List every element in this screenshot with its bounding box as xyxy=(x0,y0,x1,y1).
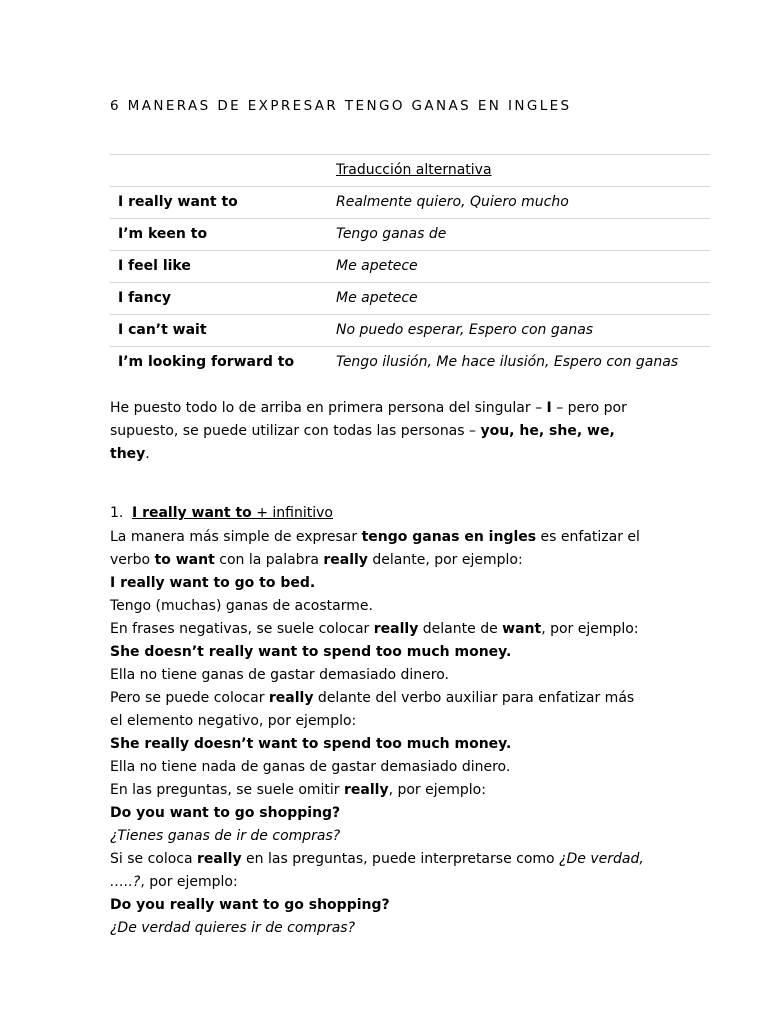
body-line xyxy=(110,871,670,894)
text-run: con la palabra xyxy=(214,552,324,568)
italic-run: …..? xyxy=(110,874,141,890)
bold-run: really xyxy=(373,621,419,637)
example-spanish: Ella no tiene nada de ganas de gastar demasiado dinero. xyxy=(110,759,511,775)
section-heading-rest: + infinitivo xyxy=(251,505,333,521)
table-row xyxy=(110,187,710,219)
text-run: , por ejemplo: xyxy=(388,782,486,798)
table-row xyxy=(110,251,710,283)
text-run: delante, por ejemplo: xyxy=(367,552,523,568)
phrases-table xyxy=(110,154,710,395)
example-spanish: ¿Tienes ganas de ir de compras? xyxy=(110,828,341,844)
text-run: , por ejemplo: xyxy=(541,621,639,637)
intro-bold-pronouns: they xyxy=(110,446,146,462)
text-run: Pero se puede colocar xyxy=(110,690,269,706)
table-row xyxy=(110,283,710,315)
bold-run: to want xyxy=(154,552,215,568)
example-english: She really doesn’t want to spend too much money. xyxy=(110,736,512,752)
intro-bold-pronouns: you, he, she, we, xyxy=(480,423,615,439)
english-phrase: I’m keen to xyxy=(110,219,323,251)
intro-text: supuesto, se puede utilizar con todas las personas – xyxy=(110,423,481,439)
example-english: Do you want to go shopping? xyxy=(110,805,341,821)
english-phrase: I feel like xyxy=(110,251,323,283)
document-title: 6 MANERAS DE EXPRESAR TENGO GANAS EN INGLES xyxy=(110,98,572,114)
section-body xyxy=(110,526,670,940)
body-line xyxy=(110,779,670,802)
table-header-cell-empty xyxy=(110,155,323,187)
bold-run: tengo ganas en ingles xyxy=(361,529,537,545)
text-run: En frases negativas, se suele colocar xyxy=(110,621,374,637)
bold-run: really xyxy=(344,782,389,798)
text-run: delante del verbo auxiliar para enfatizar más xyxy=(313,690,635,706)
spanish-translation: No puedo esperar, Espero con ganas xyxy=(323,315,710,347)
text-run: verbo xyxy=(110,552,155,568)
bold-run: really xyxy=(323,552,368,568)
table-header-row xyxy=(110,155,710,187)
body-line xyxy=(110,848,670,871)
body-line: el elemento negativo, por ejemplo: xyxy=(110,713,357,729)
intro-text: . xyxy=(145,446,150,462)
example-spanish: Ella no tiene ganas de gastar demasiado dinero. xyxy=(110,667,449,683)
intro-text: – pero por xyxy=(551,400,627,416)
text-run: En las preguntas, se suele omitir xyxy=(110,782,344,798)
intro-bold-pronoun: I xyxy=(546,400,552,416)
body-line xyxy=(110,526,670,549)
bold-run: want xyxy=(502,621,542,637)
spanish-translation: Tengo ganas de xyxy=(323,219,710,251)
bold-run: really xyxy=(268,690,314,706)
text-run: La manera más simple de expresar xyxy=(110,529,362,545)
intro-text: He puesto todo lo de arriba en primera persona del singular – xyxy=(110,400,547,416)
table-row xyxy=(110,315,710,347)
example-spanish: ¿De verdad quieres ir de compras? xyxy=(110,920,355,936)
example-english: Do you really want to go shopping? xyxy=(110,897,390,913)
example-english: I really want to go to bed. xyxy=(110,575,316,591)
table-row xyxy=(110,347,710,396)
table-row xyxy=(110,219,710,251)
english-phrase: I can’t wait xyxy=(110,315,323,347)
section-number: 1. xyxy=(110,505,124,521)
table-header-translation: Traducción alternativa xyxy=(323,155,710,187)
example-spanish: Tengo (muchas) ganas de acostarme. xyxy=(110,598,373,614)
bold-run: really xyxy=(197,851,242,867)
intro-paragraph xyxy=(110,397,670,466)
text-run: es enfatizar el xyxy=(536,529,640,545)
text-run: Si se coloca xyxy=(110,851,198,867)
body-line xyxy=(110,549,670,572)
spanish-translation: Me apetece xyxy=(323,283,710,315)
english-phrase: I really want to xyxy=(110,187,323,219)
text-run: en las preguntas, puede interpretarse como xyxy=(241,851,560,867)
english-phrase: I’m looking forward to xyxy=(110,347,323,396)
italic-run: ¿De verdad, xyxy=(559,851,644,867)
text-run: delante de xyxy=(418,621,503,637)
section-heading-phrase: I really want to xyxy=(132,505,252,521)
body-line xyxy=(110,618,670,641)
example-english: She doesn’t really want to spend too much money. xyxy=(110,644,512,660)
spanish-translation: Tengo ilusión, Me hace ilusión, Espero con ganas xyxy=(323,347,710,396)
text-run: , por ejemplo: xyxy=(140,874,238,890)
body-line xyxy=(110,687,670,710)
spanish-translation: Me apetece xyxy=(323,251,710,283)
section-heading xyxy=(110,502,333,525)
english-phrase: I fancy xyxy=(110,283,323,315)
spanish-translation: Realmente quiero, Quiero mucho xyxy=(323,187,710,219)
